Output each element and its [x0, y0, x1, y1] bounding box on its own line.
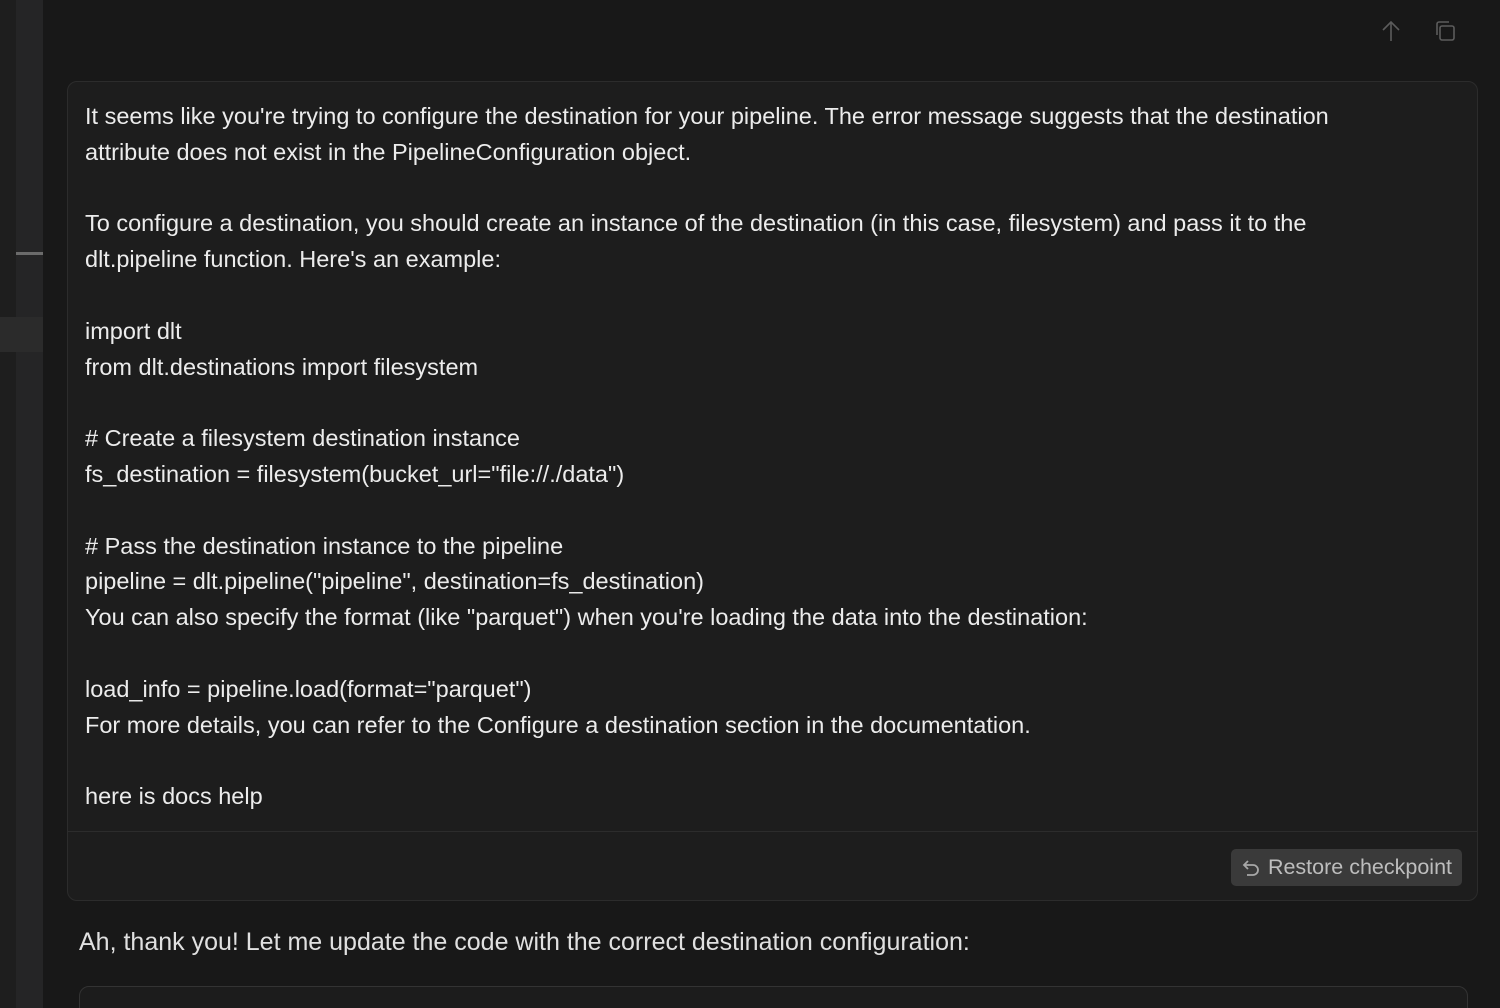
message-line: To configure a destination, you should create an instance of the destination (in this case, filesystem) and pass it to the — [85, 210, 1307, 237]
message-line — [85, 636, 1455, 672]
undo-icon — [1241, 858, 1261, 878]
message-line — [85, 385, 1455, 421]
restore-checkpoint-label: Restore checkpoint — [1267, 855, 1452, 879]
message-line: attribute does not exist in the PipelineConfiguration object. — [85, 138, 692, 165]
message-line: load_info = pipeline.load(format="parquet") — [85, 675, 532, 702]
user-message-text — [85, 99, 1455, 815]
message-line: here is docs help — [85, 783, 263, 810]
restore-checkpoint-button[interactable] — [1231, 849, 1462, 886]
message-line — [85, 171, 1455, 207]
message-line: fs_destination = filesystem(bucket_url="file://./data") — [85, 460, 625, 487]
message-line: You can also specify the format (like "parquet") when you're loading the data into the destination: — [85, 604, 1088, 631]
message-line: # Create a filesystem destination instance — [85, 425, 520, 452]
message-line: dlt.pipeline function. Here's an example: — [85, 246, 501, 273]
message-line: from dlt.destinations import filesystem — [85, 353, 479, 380]
message-line: pipeline = dlt.pipeline("pipeline", destination=fs_destination) — [85, 568, 704, 595]
message-line: For more details, you can refer to the Configure a destination section in the documentation. — [85, 711, 1031, 738]
left-gutter — [0, 0, 16, 1008]
message-line: It seems like you're trying to configure the destination for your pipeline. The error message suggests that the destination — [85, 103, 1329, 129]
arrow-up-icon[interactable] — [1376, 16, 1406, 46]
side-rail-marker — [16, 252, 43, 255]
message-line — [85, 743, 1455, 779]
message-line — [85, 278, 1455, 314]
user-message-card — [67, 81, 1478, 901]
side-rail-active-item[interactable] — [0, 317, 43, 352]
divider — [68, 831, 1477, 832]
message-line: import dlt — [85, 317, 182, 344]
copy-icon[interactable] — [1430, 16, 1460, 46]
message-line: # Pass the destination instance to the pipeline — [85, 532, 564, 559]
side-rail — [16, 0, 43, 1008]
code-block-card — [79, 986, 1468, 1008]
assistant-reply-text: Ah, thank you! Let me update the code with the correct destination configuration: — [79, 928, 970, 956]
message-line — [85, 493, 1455, 529]
